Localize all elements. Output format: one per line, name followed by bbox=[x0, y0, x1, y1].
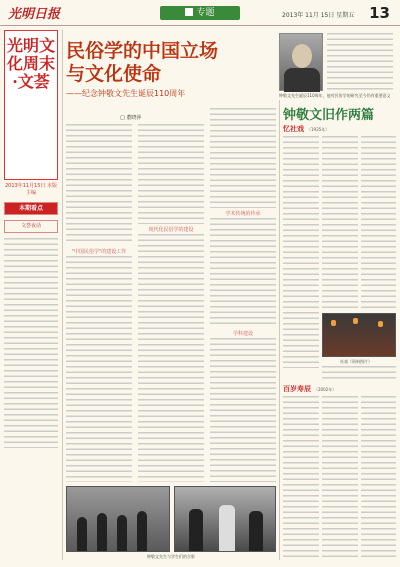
article-col-2a bbox=[138, 124, 204, 224]
portrait-caption: 钟敬文先生诞辰110周年，他对民俗学的研究至今仍有重要意义 bbox=[279, 93, 391, 98]
article-subtitle-4: 学科建设 bbox=[232, 331, 253, 337]
section-banner bbox=[160, 6, 240, 20]
piece-1-col-1 bbox=[283, 136, 319, 368]
page-header bbox=[0, 0, 400, 26]
piece-1-date: （1935年） bbox=[307, 127, 330, 132]
article-headline bbox=[66, 40, 218, 86]
piece-2-col-3 bbox=[361, 396, 396, 558]
person-figure bbox=[249, 511, 263, 551]
person-figure bbox=[137, 511, 147, 551]
person-figure bbox=[97, 513, 107, 551]
section-box: 本期看点 bbox=[4, 202, 58, 215]
article-col-1b bbox=[66, 256, 132, 482]
article-col-3b bbox=[210, 218, 276, 328]
piece-2-name: 百岁寿辰 bbox=[283, 385, 311, 393]
portrait-photo bbox=[279, 33, 323, 91]
edition-line: 2013年11月15日 本版主编 bbox=[4, 183, 58, 196]
portrait-side-text bbox=[327, 33, 393, 91]
right-section-title: 钟敬文旧作两篇 bbox=[283, 108, 375, 123]
person-figure bbox=[77, 517, 87, 551]
divider bbox=[279, 100, 280, 560]
article-col-3a bbox=[210, 108, 276, 208]
newspaper-logo: 光明日报 bbox=[8, 7, 61, 22]
piece-1-name: 忆社戏 bbox=[283, 125, 304, 133]
piece-2-col-1 bbox=[283, 396, 319, 558]
group-photo-1 bbox=[66, 486, 170, 552]
left-index-text bbox=[4, 238, 58, 448]
article-subheadline: ——纪念钟敬文先生诞辰110周年 bbox=[66, 89, 186, 98]
article-subtitle-3: 学术传统的传承 bbox=[225, 211, 261, 217]
piece-2-col-2 bbox=[322, 396, 358, 558]
piece-1-col-2 bbox=[322, 136, 358, 310]
piece-1-end bbox=[322, 366, 396, 382]
headline-line-2: 与文化使命 bbox=[66, 63, 162, 85]
piece-2-date: （2002年） bbox=[314, 387, 337, 392]
person-figure bbox=[219, 505, 235, 551]
section-label: 专题 bbox=[196, 8, 215, 18]
article-subtitle-1: "中国民俗学"的建设工作 bbox=[71, 249, 127, 255]
divider bbox=[62, 30, 63, 560]
article-col-1a bbox=[66, 124, 132, 244]
piece-2-title bbox=[283, 384, 336, 394]
lantern-icon bbox=[331, 320, 336, 326]
person-figure bbox=[189, 509, 203, 551]
lantern-icon bbox=[378, 321, 383, 327]
piece-1-title bbox=[283, 124, 329, 134]
opera-photo-caption: 社戏（资料图片） bbox=[340, 359, 372, 364]
portrait-body bbox=[284, 68, 320, 92]
headline-line-1: 民俗学的中国立场 bbox=[66, 40, 219, 62]
page-number: 13 bbox=[369, 4, 390, 22]
article-author: □ 董晓萍 bbox=[120, 115, 142, 121]
lantern-icon bbox=[353, 318, 358, 324]
column-label: 文荟夜话 bbox=[4, 220, 58, 233]
masthead-title: 光明文化周末·文荟 bbox=[4, 30, 58, 180]
section-icon bbox=[185, 8, 193, 16]
opera-photo bbox=[322, 313, 396, 357]
article-subtitle-2: 现代化民俗学的建设 bbox=[148, 227, 194, 233]
left-column bbox=[4, 30, 58, 560]
article-col-3c bbox=[210, 338, 276, 482]
date-line: 2013年 11月 15日 星期五 bbox=[282, 12, 355, 19]
person-figure bbox=[117, 515, 127, 551]
article-col-2b bbox=[138, 234, 204, 482]
group-photo-2 bbox=[174, 486, 276, 552]
bottom-photos-caption: 钟敬文先生与学生们的合影 bbox=[147, 554, 195, 559]
portrait-face bbox=[292, 44, 312, 68]
piece-1-col-3 bbox=[361, 136, 396, 310]
